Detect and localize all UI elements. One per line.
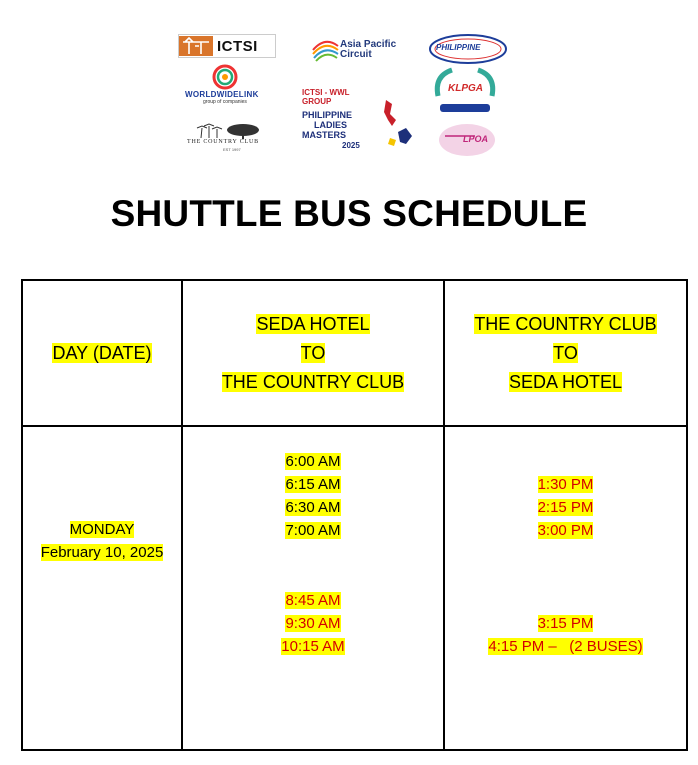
table-border-bottom	[21, 749, 688, 751]
row-day-cell	[21, 518, 183, 564]
header-col2-line2: TO	[553, 343, 578, 363]
worldwidelink-logo	[185, 64, 275, 109]
shuttle-schedule-table	[21, 279, 688, 751]
time-item: 3:15 PM	[537, 615, 594, 632]
ictsi-logo	[178, 34, 276, 58]
philippine-tour-label: PHILIPPINE	[436, 43, 481, 52]
klpga-logo	[430, 66, 500, 116]
header-col1-line1: SEDA HOTEL	[256, 314, 370, 334]
philippine-golf-tour-logo	[428, 32, 508, 66]
ladies-masters-line1: PHILIPPINE	[302, 110, 353, 120]
crane-icon	[179, 36, 213, 56]
ladies-masters-year: 2025	[342, 141, 360, 150]
club-to-seda-late-times	[444, 612, 687, 658]
page-title: SHUTTLE BUS SCHEDULE	[110, 193, 588, 234]
time-item: 2:15 PM	[537, 499, 594, 516]
time-item: 6:15 AM	[285, 476, 341, 493]
header-col1-line3: THE COUNTRY CLUB	[221, 372, 405, 392]
header-col2-line3: SEDA HOTEL	[508, 372, 623, 392]
asia-pacific-circuit-logo	[310, 30, 405, 70]
row-date: February 10, 2025	[40, 544, 164, 561]
lpoa-label: LPOA	[463, 134, 489, 144]
palm-trees-icon	[195, 122, 265, 140]
apc-label-line1: Asia Pacific	[340, 39, 397, 50]
header-seda-to-club	[182, 310, 444, 397]
ictsi-label: ICTSI	[217, 37, 258, 55]
row-day: MONDAY	[69, 521, 135, 538]
seda-to-club-late-times	[182, 589, 444, 658]
country-club-sub-label: EST 1997	[223, 147, 241, 152]
apc-label-line2: Circuit	[340, 49, 372, 60]
time-item: 8:45 AM	[285, 592, 341, 609]
seda-to-club-morning-times	[182, 450, 444, 542]
time-item: 4:15 PM – (2 BUSES)	[488, 638, 643, 655]
lpoa-logo	[435, 122, 500, 158]
ladies-masters-line3: MASTERS	[302, 130, 347, 140]
globe-icon	[310, 34, 340, 64]
time-item: 6:30 AM	[285, 499, 341, 516]
group-title-line1: ICTSI - WWL	[302, 88, 350, 97]
time-item: 10:15 AM	[281, 638, 345, 655]
header-day-label: DAY (DATE)	[52, 343, 152, 363]
globe-icon	[211, 64, 239, 90]
club-to-seda-afternoon-times	[444, 473, 687, 542]
time-item: 1:30 PM	[537, 476, 594, 493]
table-header-divider	[21, 425, 688, 427]
time-item: 3:00 PM	[537, 522, 594, 539]
philippines-map-icon	[376, 98, 416, 154]
header-col1-line2: TO	[300, 343, 326, 363]
ictsi-wwl-group-logo	[298, 86, 418, 156]
time-item: 9:30 AM	[285, 615, 341, 632]
header-col2-line1: THE COUNTRY CLUB	[474, 314, 657, 334]
country-club-logo	[185, 122, 275, 154]
time-item: 7:00 AM	[285, 522, 341, 539]
ladies-masters-line2: LADIES	[314, 120, 348, 130]
time-item: 6:00 AM	[285, 453, 341, 470]
country-club-label: THE COUNTRY CLUB	[187, 139, 259, 145]
worldwidelink-label: WORLDWIDELINK	[185, 90, 259, 99]
klpga-label: KLPGA	[448, 83, 483, 94]
header-club-to-seda	[444, 310, 687, 397]
group-title-line2: GROUP	[302, 97, 332, 106]
worldwidelink-sub-label: group of companies	[203, 99, 247, 105]
header-day	[21, 339, 183, 368]
table-border-top	[21, 279, 688, 281]
